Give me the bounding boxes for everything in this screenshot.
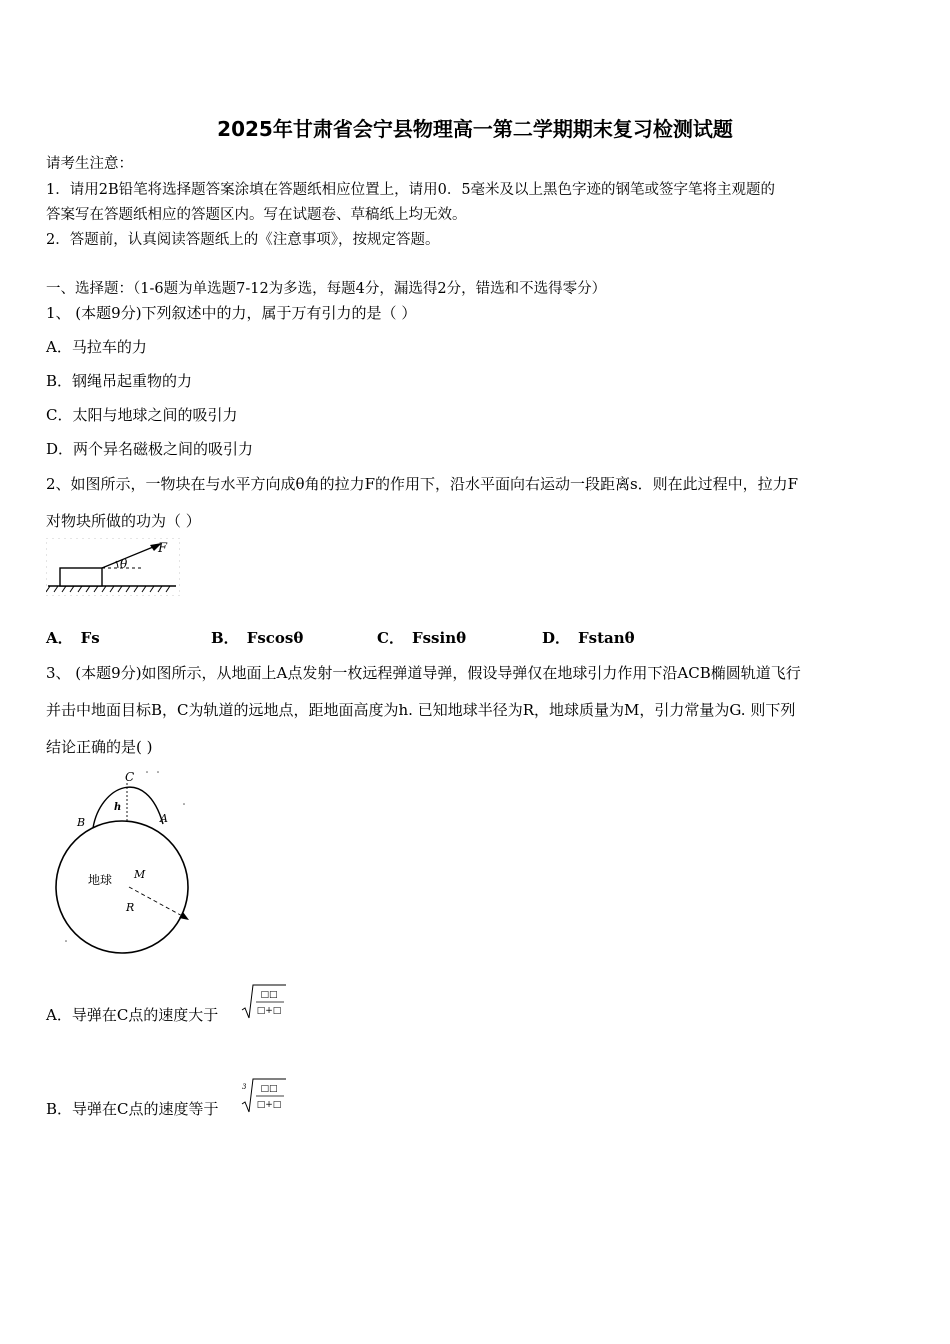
q2-option-c [377,627,466,648]
label-h: h [114,802,122,813]
q2-option-c-text: Fssinθ [411,629,467,647]
q2-stem-b: 对物块所做的功为（ ） [46,512,201,530]
force-line [102,545,158,568]
theta-label: θ [120,557,128,571]
q2-option-a-letter: A． [46,629,73,647]
root-denominator: □+□ [256,1006,282,1016]
q2-option-a-text: Fs [80,629,100,647]
q1-option-b: B．钢绳吊起重物的力 [46,372,193,390]
root-numerator: □□ [260,1084,278,1094]
radius-line [129,887,186,918]
q2-option-a [46,627,100,648]
q2-option-b-text: Fscosθ [246,629,304,647]
label-m: M [134,868,146,881]
root-numerator: □□ [260,990,278,1000]
q1-option-c: C．太阳与地球之间的吸引力 [46,406,238,424]
label-a: A [160,812,168,825]
page-title: 2025年甘肃省会宁县物理高一第二学期期末复习检测试题 [217,117,733,141]
q3-stem-a: 3、 (本题9分)如图所示，从地面上A点发射一枚远程弹道导弹，假设导弹仅在地球引力作用下沿ACB椭圆轨道飞行 [46,664,801,682]
q2-stem-a: 2、如图所示，一物块在与水平方向成θ角的拉力F的作用下，沿水平面向右运动一段距离s．则在此过程中，拉力F [46,475,799,493]
block [60,568,102,586]
q2-option-d-letter: D． [542,629,571,647]
q2-option-b-letter: B． [211,629,239,647]
q2-option-b [211,627,303,648]
q1-stem: 1、 (本题9分)下列叙述中的力，属于万有引力的是（ ） [46,304,417,322]
q1-option-d: D．两个异名磁极之间的吸引力 [46,440,254,458]
scan-speck [157,771,159,773]
label-b: B [77,816,86,829]
label-r: R [126,901,135,914]
q3-stem-c: 结论正确的是( ) [46,738,153,756]
q3-stem-b: 并击中地面目标B，C为轨道的远地点，距地面高度为h. 已知地球半径为R，地球质量为M，引力常量为G. 则下列 [46,701,796,719]
q1-option-a: A．马拉车的力 [46,338,147,356]
notice-line-1b: 答案写在答题纸相应的答题区内。写在试题卷、草稿纸上均无效。 [46,207,467,223]
q2-figure-block-on-floor [46,538,180,596]
notice-line-2: 2．答题前，认真阅读答题纸上的《注意事项》，按规定答题。 [46,232,440,248]
section-heading: 一、选择题：（1-6题为单选题7-12为多选，每题4分，漏选得2分，错选和不选得零分） [46,281,607,297]
scan-speck [146,771,148,773]
label-earth: 地球 [88,873,113,887]
q3-option-a: A．导弹在C点的速度大于 [46,1006,219,1024]
earth-circle [56,821,188,953]
q3-option-b: B．导弹在C点的速度等于 [46,1100,219,1118]
label-c: C [125,770,135,784]
q3-option-a-sqrt [240,982,288,1022]
q2-option-d-text: Fstanθ [578,629,635,647]
root-denominator: □+□ [256,1100,282,1110]
force-label: F [158,541,168,556]
q3-option-b-cbrt [240,1076,288,1116]
notice-heading: 请考生注意： [46,156,133,172]
q3-figure-earth-orbit [46,766,196,956]
q2-option-d [542,627,635,648]
scan-speck [183,803,185,805]
floor-hatching [46,586,170,592]
scan-speck [65,940,67,942]
q2-option-c-letter: C． [377,629,404,647]
notice-line-1a: 1．请用2B铅笔将选择题答案涂填在答题纸相应位置上，请用0．5毫米及以上黑色字迹的钢笔或签字笔将主观题的 [46,182,776,198]
root-index: 3 [242,1083,247,1091]
